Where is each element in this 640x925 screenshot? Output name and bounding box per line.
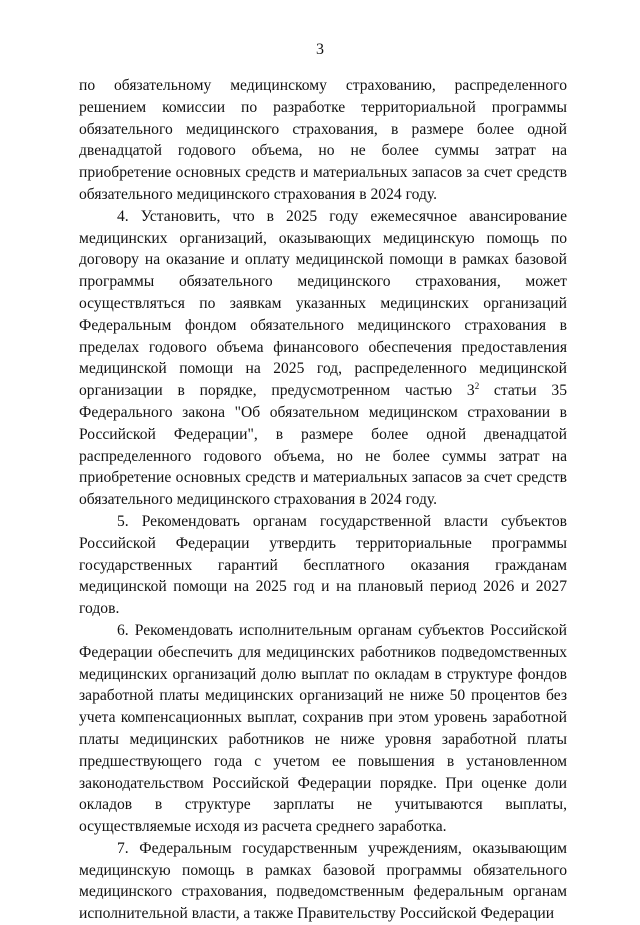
paragraph-item-4-text-part-2: статьи 35 Федерального закона "Об обязательном медицинском страховании в Российской Федерации", в размере более одной двенадцатой распределенного годового объема, но не более суммы затрат на приобретение основных средств и материальных запасов за счет средств обязательного медицинского страхования в 2024 году. — [79, 382, 567, 509]
paragraph-item-6: 6. Рекомендовать исполнительным органам субъектов Российской Федерации обеспечить для медицинских работников подведомственных медицинских организаций долю выплат по окладам в структуре фондов заработной платы медицинских организаций не ниже 50 процентов без учета компенсационных выплат, сохранив при этом уровень заработной платы медицинских работников не ниже уровня заработной платы предшествующего года с учетом ее повышения в установленном законодательством Российской Федерации порядке. При оценке доли окладов в структуре зарплаты не учитываются выплаты, осуществляемые исходя из расчета среднего заработка. — [79, 621, 567, 836]
document-body — [79, 75, 567, 925]
page-number: 3 — [316, 41, 324, 58]
paragraph-item-4-text-part-1: 4. Установить, что в 2025 году ежемесячное авансирование медицинских организаций, оказывающих медицинскую помощь по договору на оказание и оплату медицинской помощи в рамках базовой программы обязательного медицинского страхования, может осуществляться по заявкам указанных медицинских организаций Федеральным фондом обязательного медицинского страхования в пределах годового объема финансового обеспечения предоставления медицинской помощи на 2025 год, распределенного медицинской организации в порядке, предусмотренном частью 3 — [79, 207, 567, 400]
superscript-2: 2 — [474, 380, 480, 391]
paragraph-item-7: 7. Федеральным государственным учреждениям, оказывающим медицинскую помощь в рамках базовой программы обязательного медицинского страхования, подведомственным федеральным органам исполнительной власти, а также Правительству Российской Федерации — [79, 839, 567, 923]
paragraph-item-5: 5. Рекомендовать органам государственной власти субъектов Российской Федерации утвердить территориальные программы государственных гарантий бесплатного оказания гражданам медицинской помощи на 2025 год и на плановый период 2026 и 2027 годов. — [79, 512, 567, 618]
paragraph-continuation: по обязательному медицинскому страхованию, распределенного решением комиссии по разработке территориальной программы обязательного медицинского страхования, в размере более одной двенадцатой годового объема, но не более суммы затрат на приобретение основных средств и материальных запасов за счет средств обязательного медицинского страхования в 2024 году. — [79, 77, 567, 203]
paragraph-item-4 — [79, 206, 567, 511]
